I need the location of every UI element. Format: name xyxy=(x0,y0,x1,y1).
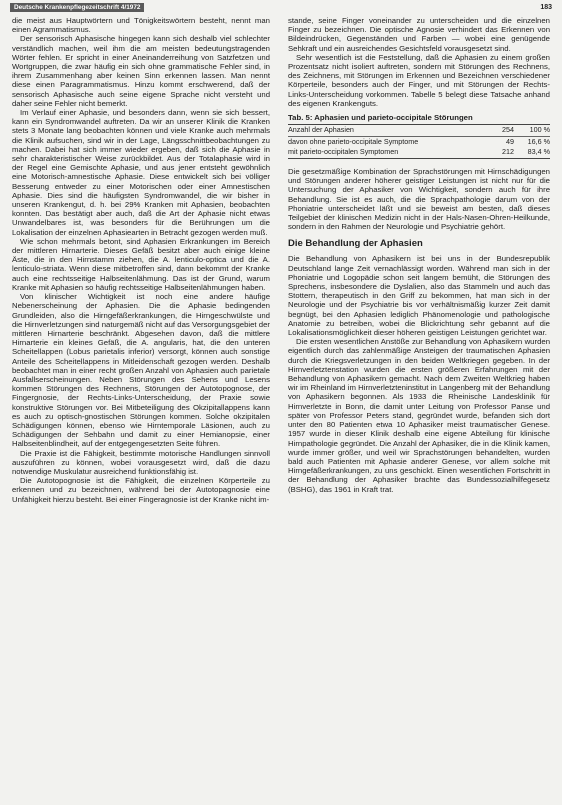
paragraph: Die Autotopognosie ist die Fähigkeit, die einzelnen Körperteile zu erkennen und zu bezeichnen, während bei der Autotopagnosie eine Unfähigkeit hierzu besteht. Bei einer Fingeragnosie ist der Kranke nicht im- xyxy=(12,476,270,504)
table-cell-label: mit parieto-occipitalen Symptomen xyxy=(288,147,399,157)
table-cell-label: Anzahl der Aphasien xyxy=(288,125,490,137)
table-row xyxy=(288,125,550,137)
table-cell-count: 254 xyxy=(490,125,514,137)
table-cell-count: 212 xyxy=(502,147,514,157)
table-cell-count: 49 xyxy=(506,136,514,146)
paragraph: Sehr wesentlich ist die Feststellung, daß die Aphasien zu einem großen Prozentsatz nicht isoliert auftreten, sondern mit Störungen des Rechnens, des Zeichnens, mit Störungen im Erkennen und Bezeichnen verschiedener Körperteile, besonders auch der Finger, und mit Störungen der Rechts-Links-Unterscheidung vorkommen. Tabelle 5 belegt diese Tatsache anhand des eigenen Krankenguts. xyxy=(288,52,550,108)
table-cell-percent: 100 % xyxy=(514,125,550,137)
paragraph: Von klinischer Wichtigkeit ist noch eine andere häufige Nebenerscheinung der Aphasien. Die die Aphasie bedingenden Grundleiden, also die Hirngefäßerkrankungen, die Hirngeschwülste und die Hirnverletzungen sind naturgemäß nicht auf das Versorgungsgebiet der mittleren Hirnarterie beschränkt. Abgesehen davon, daß die mittlere Hirnarterie ein kleines Gefäß, die A. angularis, hat, die den unteren Scheitellappen (Lobus parietalis inferior) versorgt, können auch sonstige Anteile des Scheitellappens in Mitleidenschaft gezogen werden. Deshalb beobachtet man in einer recht großen Anzahl von Aphasien auch parietale Ausfallserscheinungen. Neben Störungen des Sehens und Lesens kommen Störungen des Rechnens, Störungen der Autotopognose, der Fingergnosie, der Rechts-Links-Unterscheidung, der Praxie sowie konstruktive Störungen vor. Bei Mitbeteiligung des Okzipitallappens kann es auch zu optisch-gnostischen Störungen kommen. Solche okzipitalen Schädigungen können, ebenso wie Hirntemporale Läsionen, auch zu Schädigungen der Sehbahn und damit zu einer Hemianopsie, einer Halbseitenblindheit, auf der entgegengesetzten Seite führen. xyxy=(12,292,270,449)
page-number: 183 xyxy=(540,3,552,11)
paragraph: Die Praxie ist die Fähigkeit, bestimmte motorische Handlungen sinnvoll auszuführen zu können, wobei vorausgesetzt wird, daß die dazu notwendige Muskulatur ausreichend funktionsfähig ist. xyxy=(12,448,270,476)
paragraph: Im Verlauf einer Aphasie, und besonders dann, wenn sie sich bessert, kann ein Syndromwandel auftreten. Da wir an unserer Klinik die Kranken stets 3 Monate lang beobachten können und viele Kranke auch mehrmals die Klinik aufsuchen, sind wir in der Lage, Längsschnittbeobachtungen zu machen. Dabei hat sich immer wieder ergeben, daß sich die Aphasie in sehr charakteristischer Weise zurückbildet. Aus der Totalaphasie wird in der Regel eine Gemischte Aphasie, und aus jener entsteht gewöhnlich eine Motorisch-amnestische Aphasie. Diese entwickelt sich bei völliger Besserung entweder zu einer Motorischen oder einer Amnestischen Aphasie. Dies sind die häufigsten Syndromwandel, die wir bisher in unseren Krankengut, d. h. bei 29% Kranken mit Aphasien, beobachten konnten. Das bestätigt aber auch, daß die Art der Aphasie nicht etwas Unwandelbares ist, was besonders für die Berührungen um die Lokalisation der einzelnen Aphasiearten in Betracht gezogen werden muß. xyxy=(12,108,270,237)
table-row xyxy=(288,136,550,147)
paragraph: stande, seine Finger voneinander zu unterscheiden und die einzelnen Finger zu bezeichnen. Die optische Agnosie verhindert das Erkennen von Bildeindrücken, Gegenständen und Farben — wobei eine genügende Sehkraft und ein ausreichendes Gesichtsfeld vorausgesetzt sind. xyxy=(288,16,550,53)
paragraph: Die ersten wesentlichen Anstöße zur Behandlung von Aphasikern wurden eigentlich durch das zahlenmäßige Ansteigen der traumatischen Aphasien durch die Kriegsverletzungen in den beiden Weltkriegen gegeben. In der Hirnverletztenstation wurden die ersten größeren Erfahrungen mit der Behandlung von Aphasikern gemacht. Nach dem Zweiten Weltkrieg haben wir im Rheinland im Hirnverletzteninstitut in Langenberg mit der Behandlung von Aphasikern begonnen. Als 1933 die Rheinische Landesklinik für Hirnverletzte in Bonn, die damit unter Leitung von Professor Panse und später von Professor Peters stand, gegründet wurde, befanden sich dort unter den 80 Patienten etwa 10 Aphasiker meist traumatischer Genese. 1957 wurde in dieser Klinik deshalb eine eigene Abteilung für klinische Hirnpathologie gegründet. Die Anzahl der Aphasiker, die in die Klinik kamen, wurde immer größer, und weil wir Sprachstörungen behandelten, wurden bald auch Patienten mit Aphasie anderer Genese, vor allem solche mit Hirngefäßerkrankungen, zu uns geschickt. Einen wesentlichen Fortschritt in der Behandlung der Aphasiker brachte das Bundessozialhilfegesetz (BSHG), das 1961 in Kraft trat. xyxy=(288,337,550,494)
right-column xyxy=(288,16,550,494)
table-row xyxy=(288,147,550,158)
running-header xyxy=(10,2,552,12)
table-caption: Tab. 5: Aphasien und parieto-occipitale Störungen xyxy=(288,113,473,123)
table-cell-percent: 83,4 % xyxy=(527,147,550,157)
section-heading: Die Behandlung der Aphasien xyxy=(288,238,423,250)
paragraph: Der sensorisch Aphasische hingegen kann sich deshalb viel schlechter verständlich machen, weil ihm die am meisten bedeutungstragenden Wörter fehlen. Er spricht in einer Aneinanderreihung von Satzfetzen und Wortgruppen, die zwar häufig ein sich ohne grammatische Fehler sind, in ihrem Zusammenhang aber keinen Sinn erkennen lassen. Man nennt diese einen Paragrammatismus. Hinzu kommt erschwerend, daß der sensorisch Aphasische auch seine eigene Sprache nicht versteht und daher seine Fehler nicht bemerkt. xyxy=(12,34,270,108)
paragraph: Die gesetzmäßige Kombination der Sprachstörungen mit Hirnschädigungen und Störungen anderer höherer geistiger Leistungen ist nicht nur für die Untersuchung der Aphasiker von Wichtigkeit, sondern auch für ihre Behandlung. Sie ist es auch, die die Sprachpathologie darum von der Phoniatrie unterscheidet läßt und sie beweist am besten, daß dieses Teilgebiet der klinischen Medizin nicht in der Hals-Nasen-Ohren-Heilkunde, sondern in den Rahmen der Neurologie und Psychiatrie gehört. xyxy=(288,167,550,232)
table-cell-label: davon ohne parieto-occipitale Symptome xyxy=(288,136,419,146)
table-cell-percent: 16,6 % xyxy=(527,136,550,146)
journal-title: Deutsche Krankenpflegezeitschrift 4/1972 xyxy=(10,3,144,12)
paragraph: Die Behandlung von Aphasikern ist bei uns in der Bundesrepublik Deutschland lange Zeit vernachlässigt worden. Während man sich in der Phoniatrie und Logopädie schon seit langem bemüht, die Störungen des Sprechens, insbesondere die Dyslalien, also das Stammeln und auch das Stottern, therapeutisch in den Griff zu bekommen, hat man sich in der Neurologie und der Psychiatrie bis vor verhältnismäßig kurzer Zeit damit begnügt, bei den Aphasien lediglich Phänomenologie und pathologische Anatomie zu betreiben, wobei die Blickrichtung sehr gebannt auf die Lokalisationsmöglichkeit dieser höheren geistigen Leistungen gerichtet war. xyxy=(288,254,550,338)
paragraph: die meist aus Hauptwörtern und Tönigkeitswörtern besteht, nennt man einen Agrammatismus. xyxy=(12,16,270,35)
data-table xyxy=(288,124,550,159)
paragraph: Wie schon mehrmals betont, sind Aphasien Erkrankungen im Bereich der mittleren Hirnarterie. Dieses Gefäß besitzt aber auch einige kleine Äste, die in den Hirnstamm ziehen, die A. lenticulo-optica und die A. lenticulo-striata. Wenn diese mitbetroffen sind, dann bekommt der Kranke auch eine rechtsseitige Halbseitenlähmung. Das ist der Grund, warum Kranke mit Aphasien so häufig rechtsseitige Halbseitenlähmungen haben. xyxy=(12,236,270,292)
left-column xyxy=(12,16,270,504)
